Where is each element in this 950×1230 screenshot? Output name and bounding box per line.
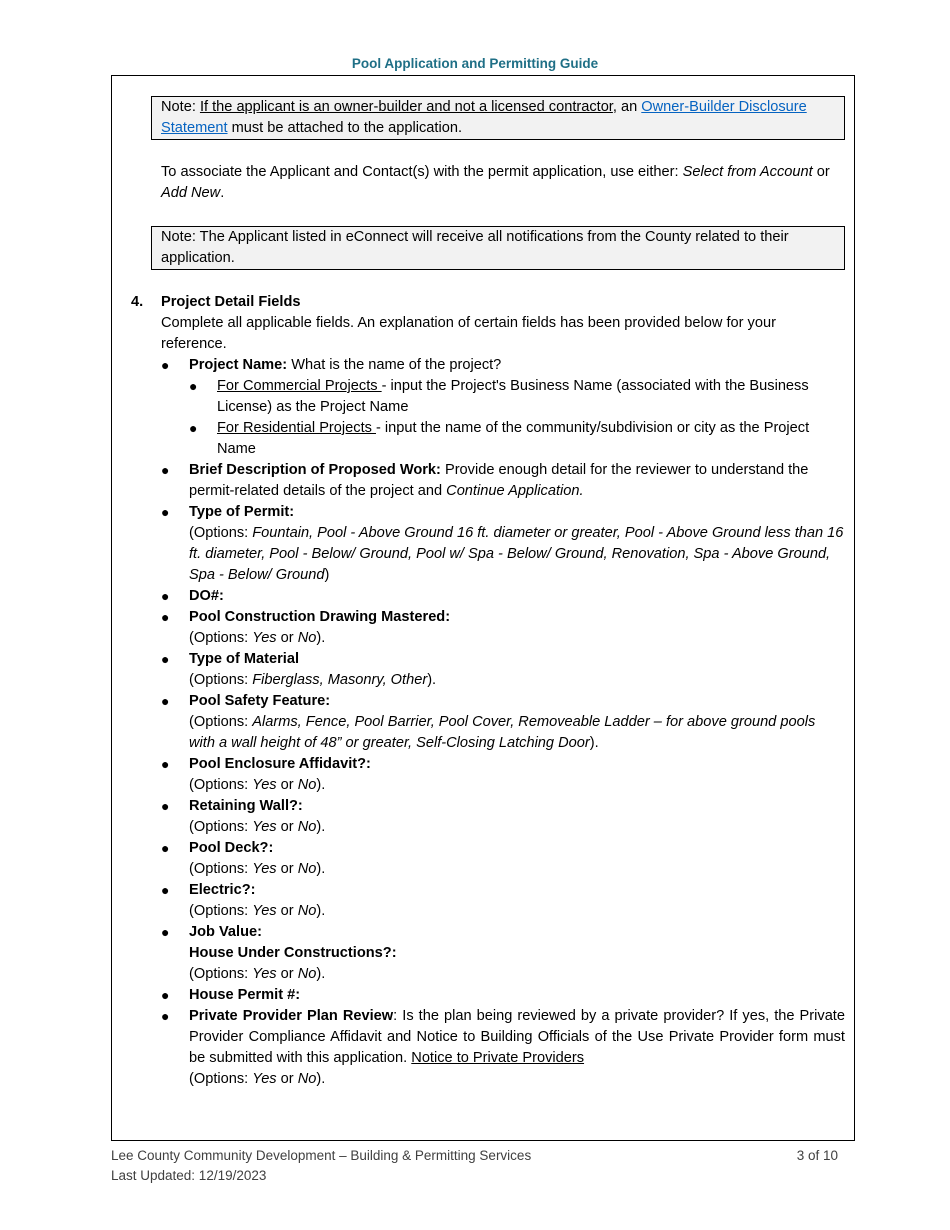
list-item-project-name <box>161 355 845 460</box>
section-heading <box>131 292 845 313</box>
field-label: Retaining Wall?: <box>189 798 303 814</box>
option-or: or <box>276 966 298 982</box>
bullet-icon: ● <box>161 609 170 625</box>
options-open: (Options: <box>189 525 253 541</box>
field-text: : Is the plan being reviewed by a private provider? If yes, the Private Provider Compliance Affidavit and Notice to Building Officials of the Use Private Provider form must be submitted with this application. <box>189 1008 845 1066</box>
option-yes: Yes <box>252 777 277 793</box>
page-number: 3 of 10 <box>796 1148 838 1163</box>
option-yes: Yes <box>252 903 277 919</box>
associate-text: To associate the Applicant and Contact(s) with the permit application, use either: <box>161 164 683 180</box>
options-close: ). <box>589 735 599 751</box>
field-label: Pool Enclosure Affidavit?: <box>189 756 371 772</box>
options-values: Fiberglass, Masonry, Other <box>252 672 428 688</box>
option-no: No <box>297 777 317 793</box>
section-number: 4. <box>131 294 144 310</box>
add-new-text: Add New <box>161 185 221 201</box>
field-label: Job Value: <box>189 924 262 940</box>
options-close: ). <box>316 1071 326 1087</box>
options-open: (Options: <box>189 903 253 919</box>
field-text: - input the Project's Business Name (associated with the Business License) as the Project Name <box>217 378 809 415</box>
list-item-private-provider <box>161 1006 845 1090</box>
note-prefix: Note: <box>161 99 200 115</box>
options-close: ). <box>316 630 326 646</box>
bullet-icon: ● <box>161 357 170 373</box>
options-close: ). <box>316 819 326 835</box>
bullet-icon: ● <box>161 840 170 856</box>
footer-organization: Lee County Community Development – Building & Permitting Services <box>111 1148 532 1163</box>
options-open: (Options: <box>189 966 253 982</box>
options-close: ) <box>324 567 330 583</box>
option-no: No <box>297 861 317 877</box>
list-item-job-value <box>161 922 845 985</box>
options-values: Alarms, Fence, Pool Barrier, Pool Cover, Removeable Ladder – for above ground pools with a wall height of 48” or greater, Self-Closing Latching Door <box>189 714 816 751</box>
field-label: Pool Deck?: <box>189 840 274 856</box>
owner-builder-disclosure-link[interactable]: Owner-Builder Disclosure Statement <box>161 99 807 136</box>
list-item-house-permit <box>161 985 845 1006</box>
field-text: What is the name of the project? <box>287 357 502 373</box>
associate-end: . <box>220 185 225 201</box>
list-item-pool-safety-feature <box>161 691 845 754</box>
bullet-icon: ● <box>161 588 170 604</box>
options-close: ). <box>316 777 326 793</box>
option-no: No <box>297 819 317 835</box>
options-open: (Options: <box>189 714 253 730</box>
option-yes: Yes <box>252 1071 277 1087</box>
list-item-type-of-permit <box>161 502 845 586</box>
bullet-icon: ● <box>161 651 170 667</box>
option-yes: Yes <box>252 861 277 877</box>
field-label: For Residential Projects <box>217 420 376 436</box>
options-close: ). <box>316 903 326 919</box>
list-item-pool-deck <box>161 838 845 880</box>
field-label: Pool Safety Feature: <box>189 693 331 709</box>
field-label-house-under-construction: House Under Constructions?: <box>189 945 397 961</box>
option-yes: Yes <box>252 630 277 646</box>
bullet-icon: ● <box>161 987 170 1003</box>
list-item-commercial <box>189 376 845 418</box>
field-label: Brief Description of Proposed Work: <box>189 462 441 478</box>
bullet-icon: ● <box>161 756 170 772</box>
page-title: Pool Application and Permitting Guide <box>351 56 599 71</box>
option-no: No <box>297 966 317 982</box>
list-item-do-number <box>161 586 845 607</box>
list-item-drawing-mastered <box>161 607 845 649</box>
list-item-brief-description <box>161 460 845 502</box>
bullet-icon: ● <box>161 462 170 478</box>
bullet-icon: ● <box>161 798 170 814</box>
option-or: or <box>276 630 298 646</box>
field-list <box>161 355 845 1090</box>
page-footer <box>111 1146 838 1186</box>
list-item-type-of-material <box>161 649 845 691</box>
list-item-retaining-wall <box>161 796 845 838</box>
option-or: or <box>276 903 298 919</box>
document-body <box>131 96 845 1090</box>
field-label: Pool Construction Drawing Mastered: <box>189 609 451 625</box>
field-label: Type of Permit: <box>189 504 295 520</box>
field-label: Type of Material <box>189 651 300 667</box>
options-open: (Options: <box>189 1071 253 1087</box>
list-item-enclosure-affidavit <box>161 754 845 796</box>
project-name-sublist <box>189 376 845 460</box>
associate-or: or <box>812 164 830 180</box>
bullet-icon: ● <box>161 882 170 898</box>
owner-builder-note <box>151 96 845 140</box>
bullet-icon: ● <box>189 420 198 436</box>
option-or: or <box>276 777 298 793</box>
section-intro: Complete all applicable fields. An explanation of certain fields has been provided below for your reference. <box>161 315 776 352</box>
field-label: Private Provider Plan Review <box>189 1008 394 1024</box>
bullet-icon: ● <box>161 693 170 709</box>
continue-application-text: Continue Application. <box>446 483 584 499</box>
field-text: - input the name of the community/subdivision or city as the Project Name <box>217 420 810 457</box>
options-open: (Options: <box>189 861 253 877</box>
option-or: or <box>276 861 298 877</box>
options-close: ). <box>316 966 326 982</box>
option-or: or <box>276 1071 298 1087</box>
field-label: DO#: <box>189 588 224 604</box>
options-values: Fountain, Pool - Above Ground 16 ft. diameter or greater, Pool - Above Ground less than 16 ft. diameter, Pool - Below/ Ground, Pool w/ Spa - Below/ Ground, Renovation, Spa - Above Ground, Spa - Below/ Ground <box>189 525 844 583</box>
options-open: (Options: <box>189 630 253 646</box>
note-suffix: must be attached to the application. <box>227 120 462 136</box>
section-title: Project Detail Fields <box>161 294 301 310</box>
bullet-icon: ● <box>161 924 170 940</box>
note-underlined-text: If the applicant is an owner-builder and not a licensed contractor <box>199 99 613 115</box>
options-open: (Options: <box>189 777 253 793</box>
field-label: Electric?: <box>189 882 256 898</box>
option-no: No <box>297 1071 317 1087</box>
notice-private-providers-link[interactable]: Notice to Private Providers <box>411 1050 585 1066</box>
options-open: (Options: <box>189 672 253 688</box>
option-or: or <box>276 819 298 835</box>
options-close: ). <box>316 861 326 877</box>
select-from-account-text: Select from Account <box>682 164 813 180</box>
bullet-icon: ● <box>161 504 170 520</box>
options-open: (Options: <box>189 819 253 835</box>
list-item-residential <box>189 418 845 460</box>
options-close: ). <box>427 672 437 688</box>
option-no: No <box>297 903 317 919</box>
option-no: No <box>297 630 317 646</box>
bullet-icon: ● <box>189 378 198 394</box>
associate-paragraph <box>161 162 845 204</box>
footer-last-updated: Last Updated: 12/19/2023 <box>111 1168 267 1183</box>
option-yes: Yes <box>252 819 277 835</box>
bullet-icon: ● <box>161 1008 170 1024</box>
applicant-notification-note: Note: The Applicant listed in eConnect will receive all notifications from the County related to their application. <box>151 226 845 270</box>
field-label: For Commercial Projects <box>217 378 382 394</box>
note-mid-text: , an <box>612 99 642 115</box>
field-label: House Permit #: <box>189 987 301 1003</box>
list-item-electric <box>161 880 845 922</box>
field-label: Project Name: <box>189 357 288 373</box>
field-text: Provide enough detail for the reviewer to understand the permit-related details of the project and <box>189 462 809 499</box>
option-yes: Yes <box>252 966 277 982</box>
